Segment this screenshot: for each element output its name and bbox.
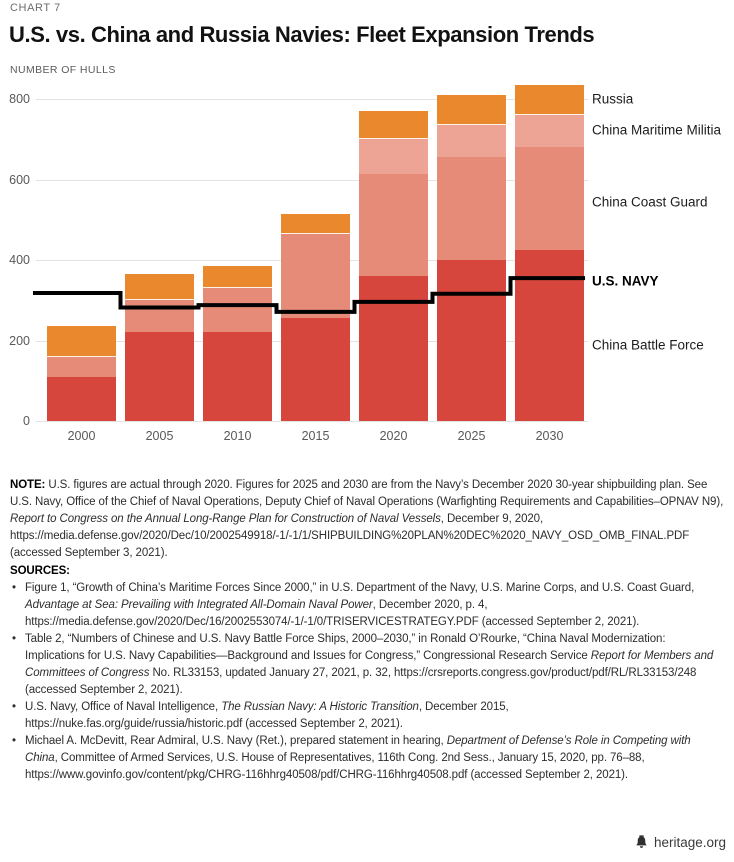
text-segment: , December 9, 2020, https://media.defense.gov/2020/Dec/10/2002549918/-1/-1/1/SHIPBUILDING%20PLAN%20DEC%2020_NAVY_OSD_OMB_FINAL.PDF (accessed September 3, 2021).: [10, 513, 690, 559]
bar-segment-china-battle-force-2030: [515, 250, 584, 421]
x-tick-label-2015: 2015: [301, 429, 330, 443]
x-tick-label-2005: 2005: [145, 429, 174, 443]
series-label-u-s-navy: U.S. NAVY: [592, 273, 659, 289]
text-segment: U.S. figures are actual through 2020. Figures for 2025 and 2030 are from the Navy’s December 2020 30-year shipbuilding plan. See U.S. Navy, Office of the Chief of Naval Operations, Deputy Chief of Naval Operations (Warfighting Requirements and Capabilities–OPNAV N9),: [10, 479, 724, 508]
text-segment: No. RL33153, updated January 27, 2021, p. 32, https://crsreports.congress.gov/product/pdf/RL/RL33153/248 (accessed September 2, 2021).: [25, 667, 697, 696]
bar-segment-china-coast-guard-2030: [515, 147, 584, 250]
text-segment: Table 2, “Numbers of Chinese and U.S. Navy Battle Force Ships, 2000–2030,” in Ronald O’Rourke, “China Naval Modernization: Implications for U.S. Navy Capabilities—Background and Issues for Congress,” Congressional Research Service: [25, 633, 666, 662]
y-tick-label-200: 200: [9, 333, 30, 348]
bar-segment-china-coast-guard-2015: [281, 234, 350, 319]
sources-list: [10, 580, 726, 784]
x-tick-label-2010: 2010: [223, 429, 252, 443]
text-segment: U.S. Navy, Office of Naval Intelligence,: [25, 701, 222, 713]
bar-segment-russia-2010: [203, 266, 272, 288]
y-axis-title: NUMBER OF HULLS: [10, 64, 116, 76]
x-tick-label-2020: 2020: [379, 429, 408, 443]
text-segment: , December 2020, p. 4, https://media.defense.gov/2020/Dec/16/2002553074/-1/-1/0/TRISERVICESTRATEGY.PDF (accessed September 2, 2021).: [25, 599, 640, 628]
note-paragraph: [10, 477, 726, 562]
stacked-bar-chart: [0, 78, 734, 458]
bar-segment-china-coast-guard-2005: [125, 300, 194, 332]
bar-segment-china-maritime-militia-2025: [437, 125, 506, 157]
bar-segment-china-battle-force-2015: [281, 318, 350, 421]
bar-segment-china-coast-guard-2000: [47, 357, 116, 377]
text-segment: , December 2015, https://nuke.fas.org/guide/russia/historic.pdf (accessed September 2, 2021).: [25, 701, 509, 730]
bar-segment-russia-2025: [437, 95, 506, 125]
gridline-0: [36, 421, 588, 422]
bar-segment-russia-2030: [515, 85, 584, 115]
series-label-russia: Russia: [592, 91, 634, 107]
text-segment: Advantage at Sea: Prevailing with Integrated All-Domain Naval Power: [25, 599, 373, 611]
footer: [634, 835, 726, 850]
text-segment: Michael A. McDevitt, Rear Admiral, U.S. Navy (Ret.), prepared statement in hearing,: [25, 735, 447, 747]
text-segment: Department of Defense’s Role in Competing with China: [25, 735, 691, 764]
bar-segment-russia-2005: [125, 274, 194, 300]
x-tick-label-2000: 2000: [67, 429, 96, 443]
source-item: [10, 699, 726, 733]
chart-number-kicker: CHART 7: [10, 2, 61, 14]
x-tick-label-2025: 2025: [457, 429, 486, 443]
y-tick-label-400: 400: [9, 253, 30, 267]
bar-segment-china-maritime-militia-2020: [359, 139, 428, 173]
bar-segment-china-coast-guard-2025: [437, 157, 506, 260]
source-item: [10, 580, 726, 631]
text-segment: The Russian Navy: A Historic Transition: [221, 701, 419, 713]
bar-segment-china-battle-force-2020: [359, 276, 428, 421]
bar-segment-china-maritime-militia-2030: [515, 115, 584, 147]
text-segment: , Committee of Armed Services, U.S. House of Representatives, 116th Cong. 2nd Sess., January 15, 2020, pp. 76–88, https://www.govinfo.gov/content/pkg/CHRG-116hhrg40508/pdf/CHRG-116hhrg40508.pdf (accessed September 2, 2021).: [25, 752, 645, 781]
source-item: [10, 631, 726, 699]
y-tick-label-600: 600: [9, 172, 30, 187]
bar-segment-russia-2020: [359, 111, 428, 139]
bar-segment-china-battle-force-2005: [125, 332, 194, 421]
series-label-china-maritime-militia: China Maritime Militia: [592, 122, 722, 138]
text-segment: Report to Congress on the Annual Long-Range Plan for Construction of Naval Vessels: [10, 513, 441, 525]
text-segment: Report for Members and Committees of Congress: [25, 650, 714, 679]
bar-segment-china-battle-force-2025: [437, 260, 506, 421]
series-label-china-battle-force: China Battle Force: [592, 337, 704, 352]
sources-heading: SOURCES:: [10, 565, 70, 577]
chart-title: U.S. vs. China and Russia Navies: Fleet Expansion Trends: [9, 22, 595, 47]
x-tick-label-2030: 2030: [535, 429, 564, 443]
bar-segment-china-coast-guard-2010: [203, 288, 272, 332]
bar-segment-russia-2015: [281, 214, 350, 234]
notes-and-sources: [10, 477, 726, 784]
text-segment: NOTE:: [10, 479, 49, 491]
bar-segment-russia-2000: [47, 326, 116, 356]
heritage-bell-icon: [634, 835, 649, 850]
bar-segment-china-battle-force-2010: [203, 332, 272, 421]
y-tick-label-0: 0: [23, 414, 30, 428]
series-label-china-coast-guard: China Coast Guard: [592, 194, 708, 210]
source-item: [10, 733, 726, 784]
bar-segment-china-coast-guard-2020: [359, 174, 428, 277]
y-tick-label-800: 800: [9, 92, 30, 106]
bar-segment-china-battle-force-2000: [47, 377, 116, 421]
footer-site-label: heritage.org: [653, 835, 726, 850]
text-segment: Figure 1, “Growth of China’s Maritime Forces Since 2000,” in U.S. Department of the Navy, U.S. Marine Corps, and U.S. Coast Guard,: [25, 582, 695, 594]
